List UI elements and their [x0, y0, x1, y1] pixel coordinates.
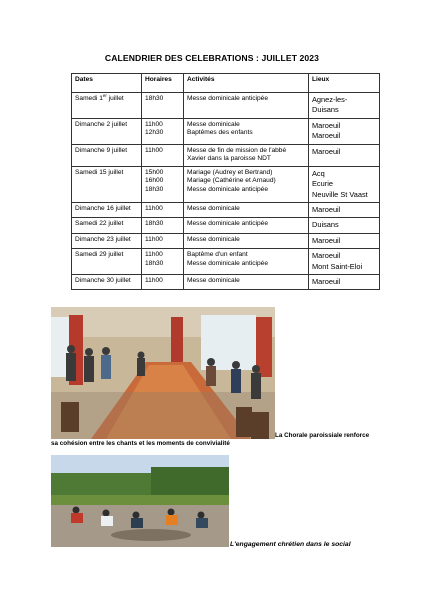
table-row — [72, 203, 380, 218]
cell-horaires: 15h00 16h00 18h30 — [142, 166, 184, 202]
cell-lieux: Duisans — [309, 218, 380, 233]
date-text: Dimanche 30 juillet — [75, 277, 131, 285]
cell-activites: Messe de fin de mission de l'abbé Xavier dans la paroisse NDT — [184, 144, 309, 166]
cell-date — [72, 249, 142, 275]
table-row — [72, 144, 380, 166]
chorale-photo — [51, 307, 275, 439]
date-text: Samedi 15 juillet — [75, 168, 124, 176]
date-text: Dimanche 23 juillet — [75, 235, 131, 243]
cell-horaires: 11h00 — [142, 203, 184, 218]
cell-lieux: Acq Ecurie Neuville St Vaast — [309, 166, 380, 202]
table-header-row — [72, 74, 380, 93]
cell-activites: Messe dominicale — [184, 275, 309, 290]
cell-lieux: Maroeuil Maroeuil — [309, 118, 380, 144]
cell-lieux: Maroeuil Mont Saint-Eloi — [309, 249, 380, 275]
chorale-caption-line1: La Chorale paroissiale renforce — [275, 432, 370, 439]
cell-date — [72, 218, 142, 233]
header-dates: Dates — [72, 74, 142, 93]
cell-date — [72, 166, 142, 202]
cell-lieux: Maroeuil — [309, 203, 380, 218]
cell-horaires: 11h00 — [142, 275, 184, 290]
cell-horaires: 11h00 — [142, 233, 184, 248]
header-activites: Activités — [184, 74, 309, 93]
cell-date — [72, 144, 142, 166]
cell-horaires: 11h00 12h30 — [142, 118, 184, 144]
social-caption: L'engagement chrétien dans le social — [230, 541, 351, 548]
date-text: Samedi 22 juillet — [75, 220, 124, 228]
cell-activites: Messe dominicale — [184, 233, 309, 248]
cell-activites: Mariage (Audrey et Bertrand) Mariage (Cathérine et Arnaud) Messe dominicale anticipée — [184, 166, 309, 202]
cell-date — [72, 93, 142, 119]
header-horaires: Horaires — [142, 74, 184, 93]
date-month: juillet — [106, 95, 124, 102]
social-engagement-photo — [51, 455, 229, 547]
cell-horaires: 11h00 — [142, 144, 184, 166]
cell-activites: Messe dominicale anticipée — [184, 93, 309, 119]
cell-activites: Messe dominicale anticipée — [184, 218, 309, 233]
table-row — [72, 93, 380, 119]
cell-horaires: 18h30 — [142, 93, 184, 119]
cell-date — [72, 233, 142, 248]
date-text: Dimanche 9 juillet — [75, 146, 128, 154]
cell-horaires: 11h00 18h30 — [142, 249, 184, 275]
cell-date — [72, 275, 142, 290]
cell-activites: Baptême d'un enfant Messe dominicale anticipée — [184, 249, 309, 275]
table-row — [72, 218, 380, 233]
cell-date — [72, 203, 142, 218]
cell-lieux: Maroeuil — [309, 144, 380, 166]
cell-activites: Messe dominicale — [184, 203, 309, 218]
cell-lieux: Maroeuil — [309, 233, 380, 248]
cell-activites: Messe dominicale Baptêmes des enfants — [184, 118, 309, 144]
date-text: Samedi 29 juillet — [75, 251, 124, 259]
cell-lieux: Maroeuil — [309, 275, 380, 290]
table-row — [72, 275, 380, 290]
cell-date — [72, 118, 142, 144]
date-text: Dimanche 16 juillet — [75, 205, 131, 213]
table-row — [72, 233, 380, 248]
header-lieux: Lieux — [309, 74, 380, 93]
table-row — [72, 166, 380, 202]
page-title: CALENDRIER DES CELEBRATIONS : JUILLET 2023 — [104, 53, 320, 63]
date-ordinal: er — [102, 92, 107, 98]
date-text: Dimanche 2 juillet — [75, 120, 128, 128]
date-text: Samedi 1 — [75, 95, 103, 102]
table-row — [72, 249, 380, 275]
chorale-caption-line2: sa cohésion entre les chants et les moments de convivialité — [51, 440, 230, 447]
celebrations-table — [71, 73, 380, 290]
table-row — [72, 118, 380, 144]
cell-horaires: 18h30 — [142, 218, 184, 233]
cell-lieux: Agnez-les- Duisans — [309, 93, 380, 119]
